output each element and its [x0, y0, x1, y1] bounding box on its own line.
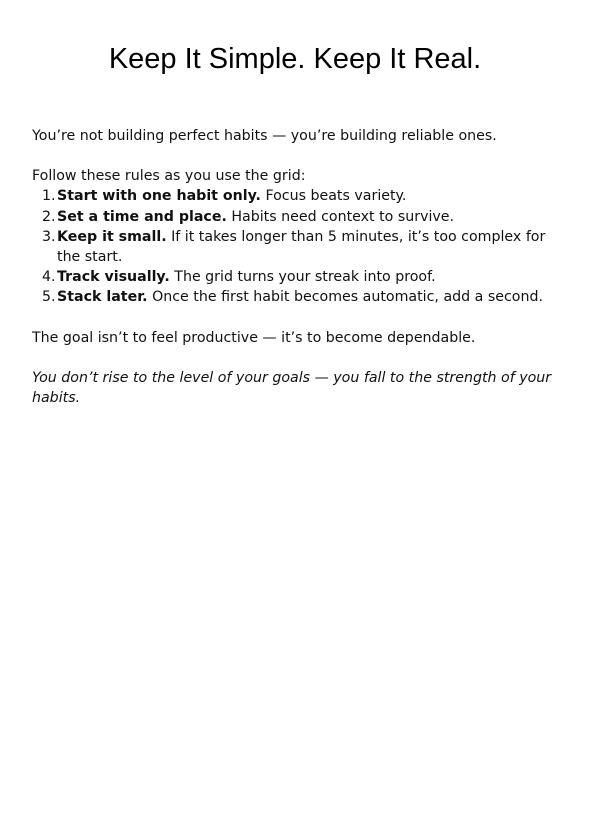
goal-paragraph: The goal isn’t to feel productive — it’s to become dependable.	[32, 329, 476, 346]
rule-number: 3.	[42, 228, 56, 245]
rule-text: The grid turns your streak into proof.	[174, 269, 436, 286]
rule-text: Focus beats variety.	[265, 188, 407, 205]
rule-title: Start with one habit only.	[57, 188, 261, 205]
rule-text: Habits need context to survive.	[231, 208, 455, 225]
rule-item	[32, 267, 556, 287]
rule-item	[32, 227, 556, 267]
rule-title: Set a time and place.	[57, 208, 227, 225]
rule-title: Keep it small.	[57, 228, 167, 245]
paragraph-gap	[32, 146, 556, 166]
document-body	[32, 126, 556, 408]
rule-number: 2.	[42, 208, 56, 225]
rules-list	[32, 186, 556, 307]
rule-item	[32, 207, 556, 227]
rule-item	[32, 287, 556, 307]
rule-item	[32, 186, 556, 206]
page-title: Keep It Simple. Keep It Real.	[108, 43, 482, 75]
paragraph-gap	[32, 348, 556, 368]
rule-text: Once the first habit becomes automatic, add a second.	[152, 289, 543, 306]
rule-number: 5.	[42, 289, 56, 306]
rule-number: 4.	[42, 269, 56, 286]
rule-number: 1.	[42, 188, 56, 205]
rule-title: Stack later.	[57, 289, 148, 306]
intro-paragraph: You’re not building perfect habits — you’re building reliable ones.	[32, 128, 497, 144]
rule-title: Track visually.	[57, 269, 170, 286]
habit-quote: You don’t rise to the level of your goals — you fall to the strength of your habits.	[32, 369, 552, 407]
paragraph-gap	[32, 308, 556, 328]
rule-text: If it takes longer than 5 minutes, it’s too complex for the start.	[57, 228, 546, 266]
rules-lead: Follow these rules as you use the grid:	[32, 168, 306, 185]
